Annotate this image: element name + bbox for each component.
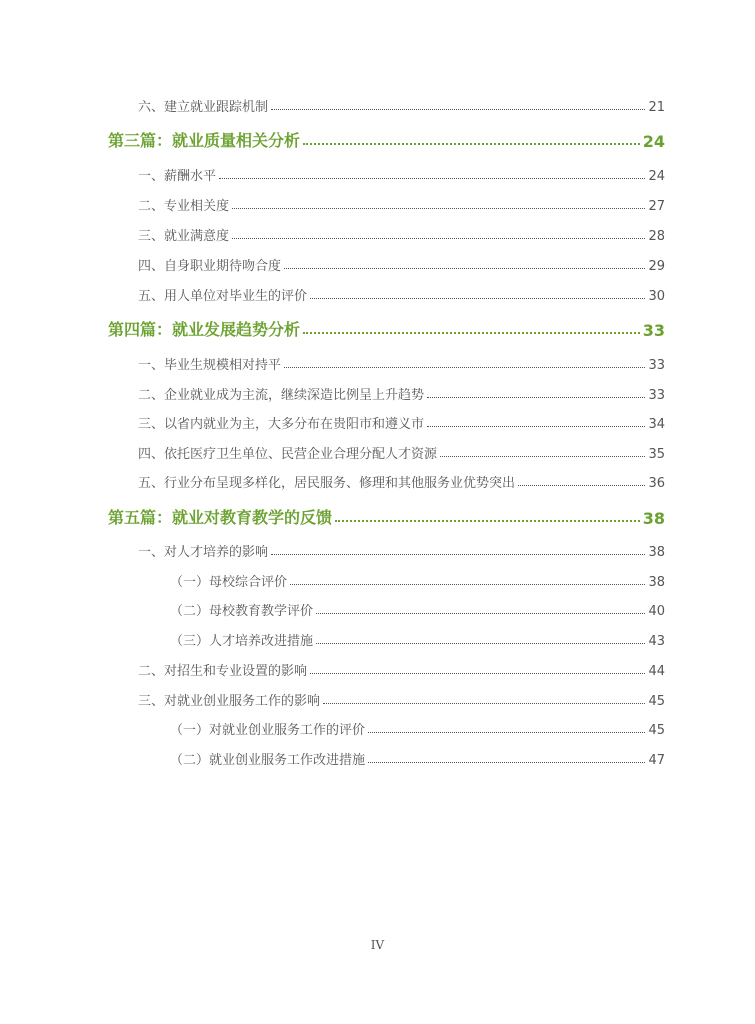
toc-subentry[interactable]	[170, 630, 665, 649]
dot-leader	[232, 238, 645, 239]
dot-leader	[290, 584, 645, 585]
toc-page-number: 47	[648, 753, 665, 768]
toc-entry[interactable]	[138, 96, 665, 115]
toc-entry[interactable]	[138, 354, 665, 373]
dot-leader	[368, 732, 645, 733]
toc-subentry-title: （一）母校综合评价	[170, 575, 288, 590]
toc-chapter-title: 第三篇：就业质量相关分析	[108, 131, 301, 150]
toc-page-number: 40	[648, 604, 665, 619]
toc-subentry-title: （二）就业创业服务工作改进措施	[170, 753, 366, 768]
toc-entry-title: 五、行业分布呈现多样化，居民服务、修理和其他服务业优势突出	[138, 476, 516, 491]
toc-page-number: 33	[642, 321, 665, 340]
dot-leader	[368, 762, 645, 763]
toc-entry-title: 一、薪酬水平	[138, 169, 217, 184]
toc-subentry-title: （二）母校教育教学评价	[170, 604, 314, 619]
dot-leader	[232, 208, 645, 209]
dot-leader	[310, 673, 645, 674]
toc-entry-title: 六、建立就业跟踪机制	[138, 100, 269, 115]
toc-entry-title: 三、对就业创业服务工作的影响	[138, 694, 321, 709]
toc-entry[interactable]	[138, 225, 665, 244]
toc-entry-title: 二、企业就业成为主流，继续深造比例呈上升趋势	[138, 388, 425, 403]
toc-subentry[interactable]	[170, 719, 665, 738]
toc-chapter-entry[interactable]	[108, 317, 665, 340]
toc-entry[interactable]	[138, 472, 665, 491]
toc-entry[interactable]	[138, 285, 665, 304]
toc-page-number: 38	[648, 575, 665, 590]
toc-chapter-entry[interactable]	[108, 128, 665, 151]
dot-leader	[310, 298, 645, 299]
toc-page-number: 43	[648, 634, 665, 649]
dot-leader	[335, 520, 640, 522]
dot-leader	[271, 554, 645, 555]
toc-page-number: 24	[648, 169, 665, 184]
toc-page-number: 24	[642, 132, 665, 151]
toc-page-number: 28	[648, 229, 665, 244]
toc-entry[interactable]	[138, 384, 665, 403]
toc-page-number: 33	[648, 358, 665, 373]
dot-leader	[219, 178, 645, 179]
toc-page-number: 45	[648, 723, 665, 738]
dot-leader	[518, 485, 645, 486]
dot-leader	[284, 268, 645, 269]
dot-leader	[271, 109, 645, 110]
toc-page-number: 21	[648, 100, 665, 115]
dot-leader	[303, 332, 640, 334]
toc-entry-title: 四、依托医疗卫生单位、民营企业合理分配人才资源	[138, 447, 438, 462]
toc-entry[interactable]	[138, 165, 665, 184]
toc-subentry[interactable]	[170, 571, 665, 590]
toc-entry[interactable]	[138, 660, 665, 679]
toc-subentry[interactable]	[170, 600, 665, 619]
toc-chapter-title: 第四篇：就业发展趋势分析	[108, 320, 301, 339]
dot-leader	[284, 367, 645, 368]
toc-chapter-entry[interactable]	[108, 505, 665, 528]
toc-entry-title: 五、用人单位对毕业生的评价	[138, 289, 308, 304]
toc-page-number: 27	[648, 199, 665, 214]
toc-entry-title: 三、就业满意度	[138, 229, 230, 244]
dot-leader	[323, 703, 645, 704]
toc-entry-title: 一、毕业生规模相对持平	[138, 358, 282, 373]
dot-leader	[316, 643, 645, 644]
dot-leader	[427, 426, 645, 427]
toc-entry[interactable]	[138, 690, 665, 709]
toc-page-number: 38	[642, 509, 665, 528]
toc-page-number: 38	[648, 545, 665, 560]
toc-page-number: 34	[648, 417, 665, 432]
toc-page-number: 36	[648, 476, 665, 491]
dot-leader	[303, 143, 640, 145]
toc-entry-title: 二、专业相关度	[138, 199, 230, 214]
toc-page-number: 35	[648, 447, 665, 462]
toc-entry[interactable]	[138, 195, 665, 214]
toc-entry-title: 一、对人才培养的影响	[138, 545, 269, 560]
toc-chapter-title: 第五篇：就业对教育教学的反馈	[108, 508, 333, 527]
toc-entry[interactable]	[138, 443, 665, 462]
toc-page-number: 44	[648, 664, 665, 679]
toc-subentry-title: （一）对就业创业服务工作的评价	[170, 723, 366, 738]
toc-page-number: 45	[648, 694, 665, 709]
toc-entry[interactable]	[138, 413, 665, 432]
dot-leader	[316, 613, 645, 614]
toc-subentry[interactable]	[170, 749, 665, 768]
toc-page-number: 29	[648, 259, 665, 274]
toc-entry-title: 三、以省内就业为主，大多分布在贵阳市和遵义市	[138, 417, 425, 432]
toc-page-number: 30	[648, 289, 665, 304]
toc-entry[interactable]	[138, 541, 665, 560]
toc-entry-title: 二、对招生和专业设置的影响	[138, 664, 308, 679]
toc-entry-title: 四、自身职业期待吻合度	[138, 259, 282, 274]
page-footer-number: IV	[370, 938, 385, 952]
toc-subentry-title: （三）人才培养改进措施	[170, 634, 314, 649]
dot-leader	[440, 456, 645, 457]
dot-leader	[427, 397, 645, 398]
toc-entry[interactable]	[138, 255, 665, 274]
toc-page-number: 33	[648, 388, 665, 403]
